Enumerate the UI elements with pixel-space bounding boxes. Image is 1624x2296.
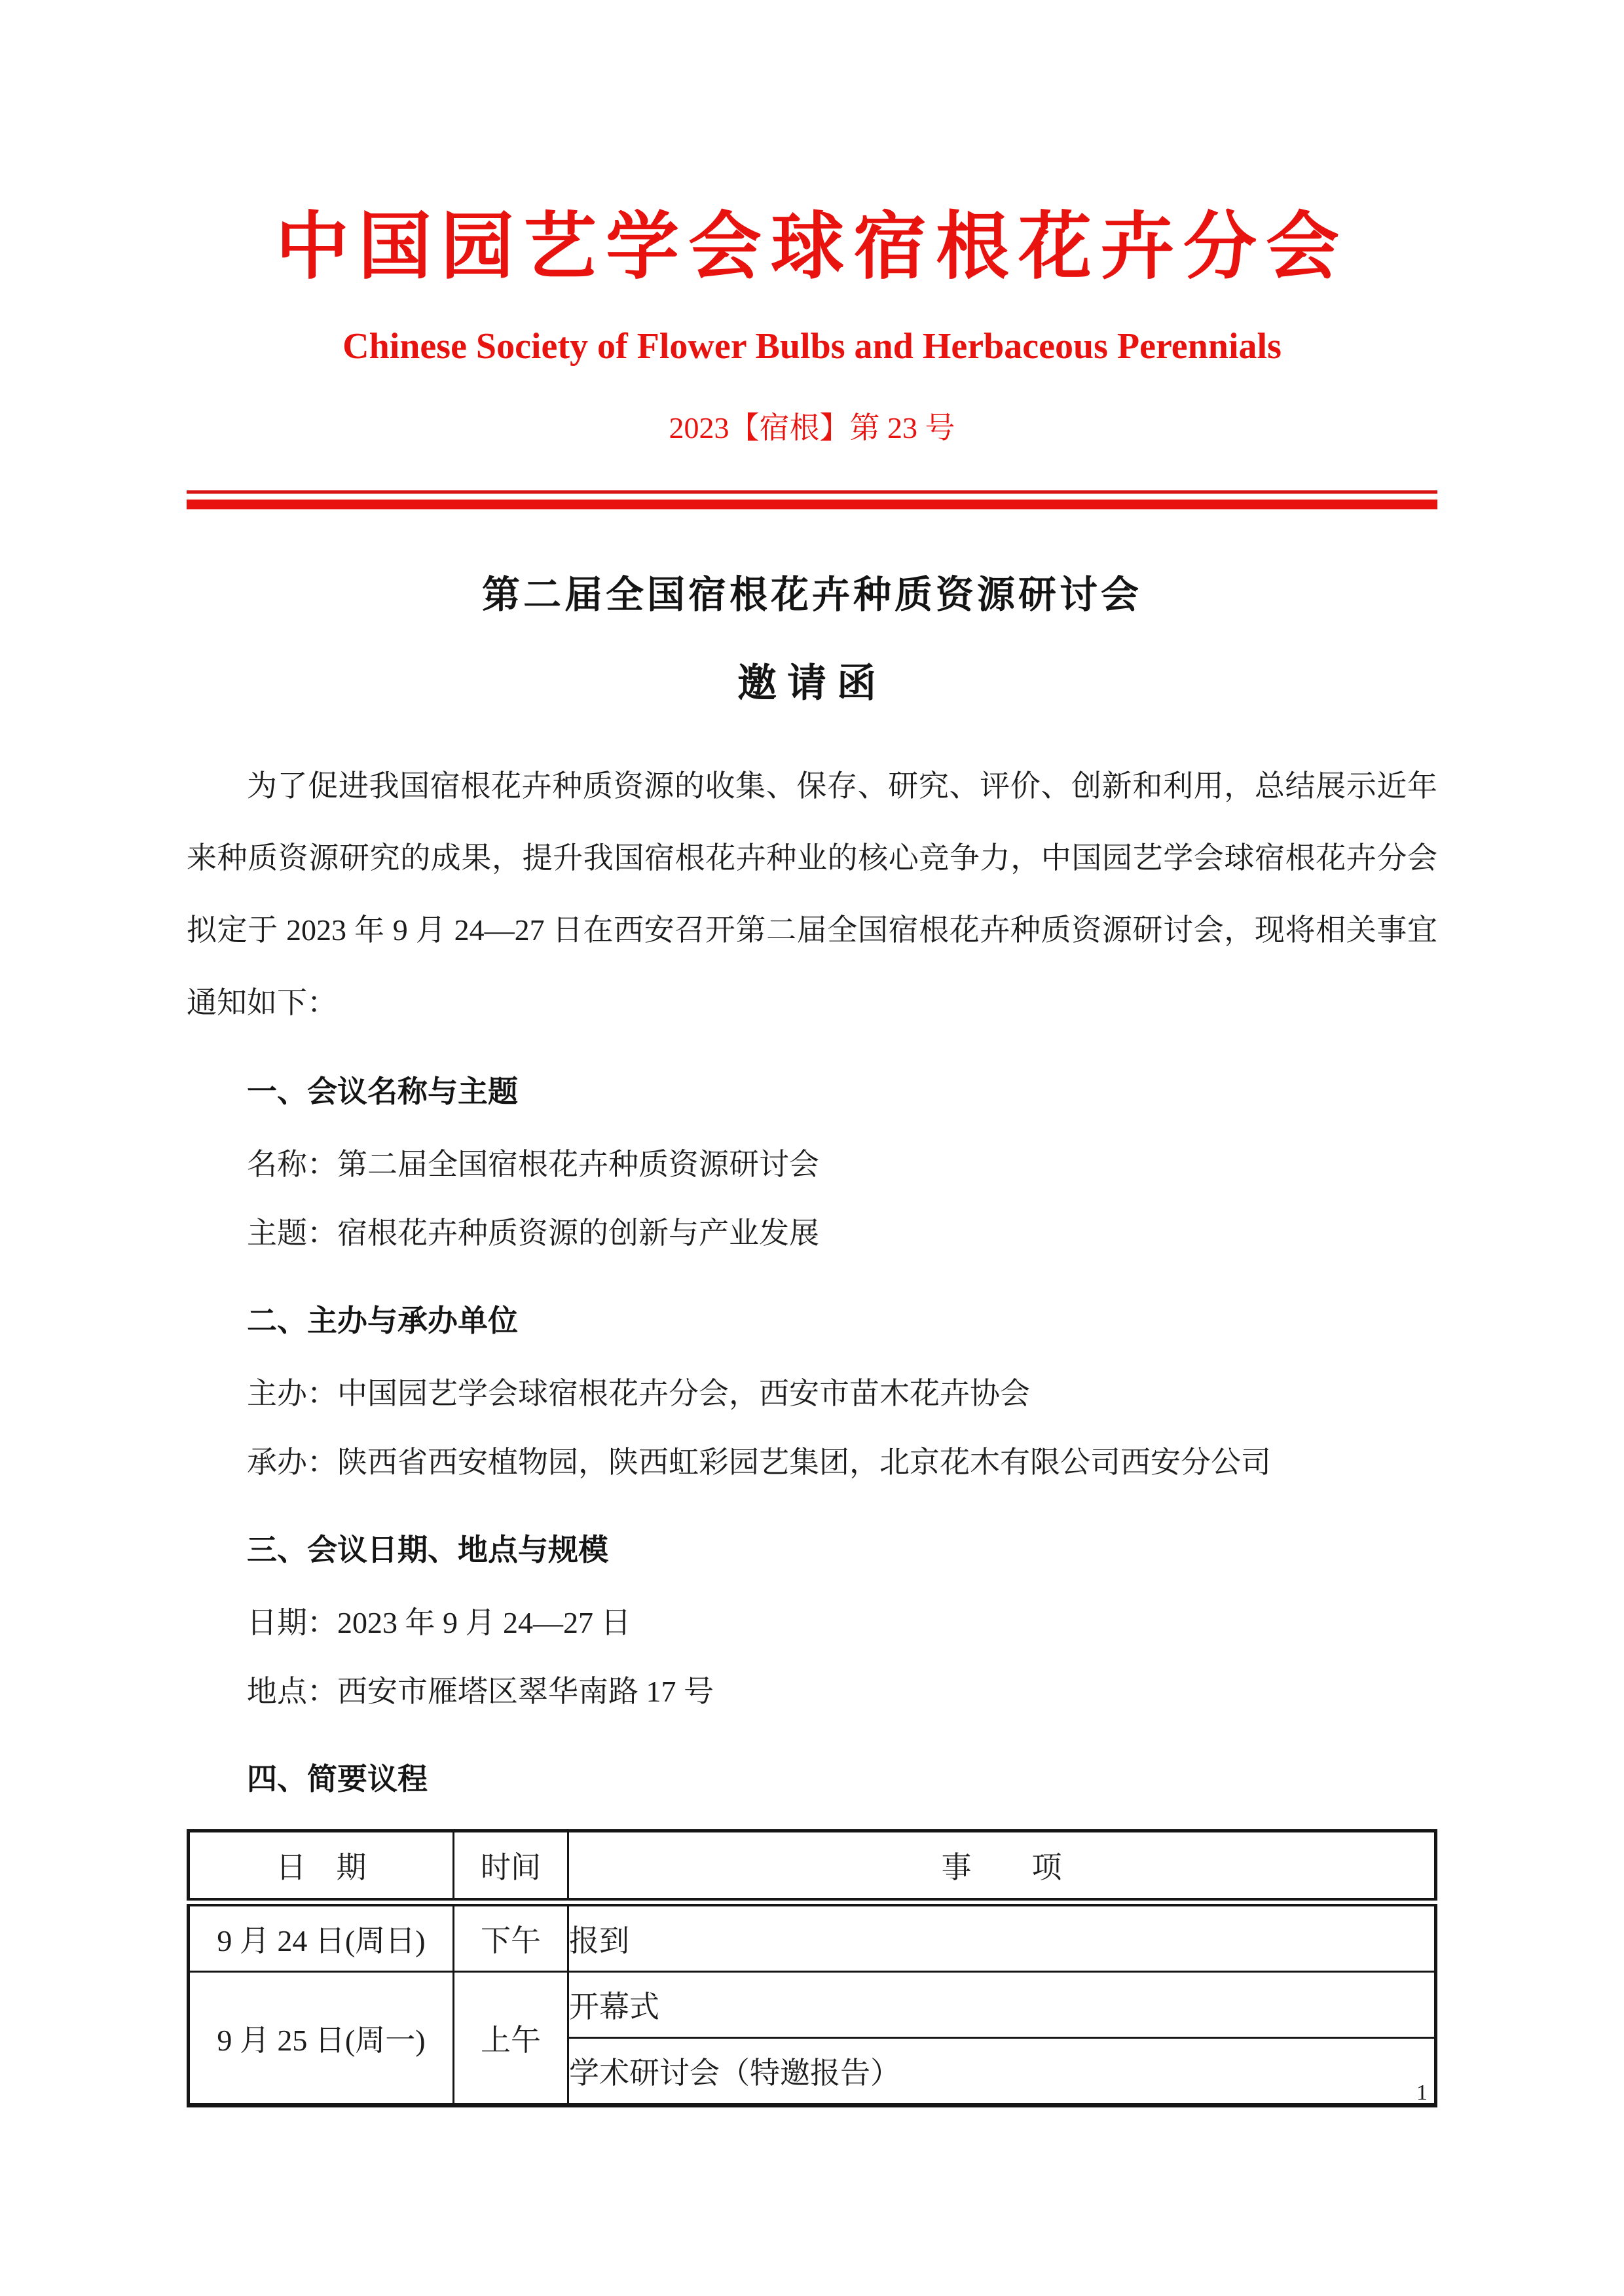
- section-organizers: [187, 1300, 1437, 1497]
- page-content: [0, 196, 1624, 2107]
- agenda-cell-event: 报到: [568, 1903, 1436, 1972]
- agenda-row: [189, 1903, 1436, 1972]
- section-item: 地点：西安市雁塔区翠华南路 17 号: [247, 1675, 714, 1709]
- section-heading: 二、主办与承办单位: [247, 1303, 518, 1338]
- section-item: 日期：2023 年 9 月 24—27 日: [247, 1605, 631, 1639]
- doc-title: 第二届全国宿根花卉种质资源研讨会: [481, 574, 1142, 617]
- section-meeting-name: [187, 1070, 1437, 1268]
- agenda-cell-date: 9 月 25 日(周一): [189, 1972, 454, 2105]
- agenda-cell-time: 上午: [454, 1972, 568, 2105]
- section-items: [247, 1359, 1437, 1498]
- section-heading: 四、简要议程: [247, 1762, 428, 1796]
- agenda-cell-date: 9 月 24 日(周日): [189, 1903, 454, 1972]
- agenda-cell-event: 开幕式: [568, 1972, 1436, 2038]
- section-item: 主题：宿根花卉种质资源的创新与产业发展: [247, 1216, 819, 1250]
- section-items: [247, 1588, 1437, 1727]
- page-number: 1: [1416, 2081, 1428, 2105]
- section-heading: 一、会议名称与主题: [247, 1074, 518, 1109]
- agenda-header-row: [189, 1831, 1436, 1903]
- agenda-row: [189, 1972, 1436, 2038]
- section-heading: 三、会议日期、地点与规模: [247, 1533, 608, 1567]
- section-item: 名称：第二届全国宿根花卉种质资源研讨会: [247, 1147, 819, 1181]
- agenda-header-time: 时间: [454, 1831, 568, 1903]
- doc-subtitle: 邀请函: [737, 661, 887, 705]
- letterhead-rule-thick: [187, 500, 1437, 509]
- section-item: 主办：中国园艺学会球宿根花卉分会，西安市苗木花卉协会: [247, 1376, 1030, 1410]
- agenda-header-event: 事 项: [568, 1831, 1436, 1903]
- agenda-table: [187, 1829, 1437, 2107]
- doc-number: 2023【宿根】第 23 号: [669, 410, 955, 445]
- section-items: [247, 1130, 1437, 1269]
- agenda-cell-event: 学术研讨会（特邀报告）: [568, 2038, 1436, 2105]
- agenda-cell-time: 下午: [454, 1903, 568, 1972]
- agenda-header-date: 日 期: [189, 1831, 454, 1903]
- section-item: 承办：陕西省西安植物园，陕西虹彩园艺集团，北京花木有限公司西安分公司: [247, 1446, 1271, 1480]
- org-name-en: Chinese Society of Flower Bulbs and Herbaceous Perennials: [342, 325, 1282, 367]
- intro-paragraph: 为了促进我国宿根花卉种质资源的收集、保存、研究、评价、创新和利用，总结展示近年来种质资源研究的成果，提升我国宿根花卉种业的核心竞争力，中国园艺学会球宿根花卉分会拟定于 2023 年 9 月 24—27 日在西安召开第二届全国宿根花卉种质资源研讨会，现将相关事宜通知如下：: [187, 769, 1437, 1019]
- org-name-cn: 中国园艺学会球宿根花卉分会: [276, 207, 1348, 288]
- section-date-location: [187, 1529, 1437, 1726]
- section-agenda: [187, 1758, 1437, 1800]
- letterhead-rule-thin: [187, 490, 1437, 494]
